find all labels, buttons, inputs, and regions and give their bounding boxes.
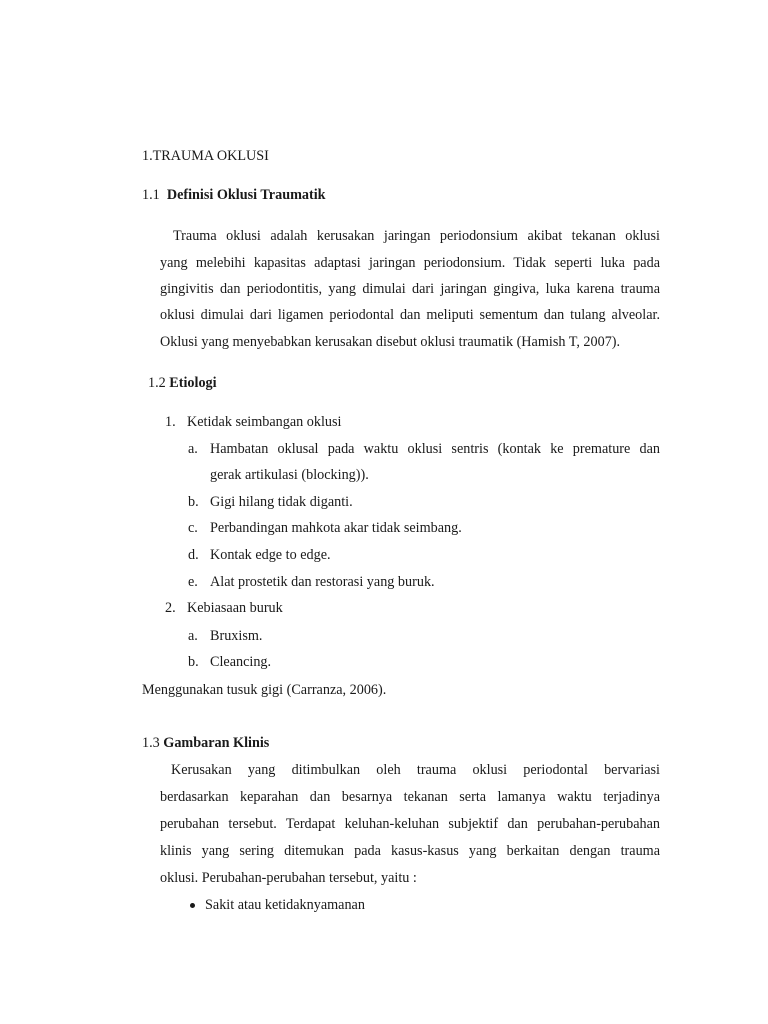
section-1-2-title: Etiologi (169, 375, 217, 391)
section-1-1-number: 1.1 (142, 187, 160, 203)
section-1-1-line-2: yang melebihi kapasitas adaptasi jaringan periodonsium. Tidak seperti luka pada (160, 255, 660, 271)
section-1-3-number: 1.3 (142, 735, 160, 751)
subitem-1a-line-2: gerak artikulasi (blocking)). (210, 467, 369, 483)
section-1-1-heading (142, 186, 326, 204)
subitem-2a-marker: a. (188, 628, 198, 644)
list-item-1-marker: 1. (165, 414, 176, 430)
section-1-2-heading (148, 374, 217, 392)
section-1-1-title: Definisi Oklusi Traumatik (166, 187, 326, 203)
list-item-2-text: Kebiasaan buruk (187, 600, 283, 616)
subitem-1d-text: Kontak edge to edge. (210, 547, 331, 563)
section-1-1-line-5: Oklusi yang menyebabkan kerusakan disebut oklusi traumatik (Hamish T, 2007). (160, 334, 621, 350)
subitem-1b-marker: b. (188, 494, 199, 510)
subitem-1c-marker: c. (188, 520, 198, 536)
section-1-2-number: 1.2 (148, 375, 166, 391)
section-1-3-line-4: klinis yang sering ditemukan pada kasus-kasus yang berkaitan dengan trauma (160, 843, 660, 859)
section-1-3-line-3: perubahan tersebut. Terdapat keluhan-keluhan subjektif dan perubahan-perubahan (160, 816, 660, 832)
subitem-1d-marker: d. (188, 547, 199, 563)
bullet-icon (190, 903, 195, 908)
list-item-2-marker: 2. (165, 600, 176, 616)
section-1-1-line-1: Trauma oklusi adalah kerusakan jaringan periodonsium akibat tekanan oklusi (173, 228, 660, 244)
section-1-3-heading (142, 734, 269, 752)
subitem-2a-text: Bruxism. (210, 628, 263, 644)
subitem-1a-marker: a. (188, 441, 198, 457)
list-item-1-text: Ketidak seimbangan oklusi (187, 414, 342, 430)
subitem-1e-text: Alat prostetik dan restorasi yang buruk. (210, 574, 435, 590)
section-1-3-title: Gambaran Klinis (163, 735, 270, 751)
section-1-3-line-5: oklusi. Perubahan-perubahan tersebut, yaitu : (160, 870, 417, 886)
subitem-2b-marker: b. (188, 654, 199, 670)
section-1-1-line-3: gingivitis dan periodontitis, yang dimulai dari jaringan gingiva, luka karena trauma (160, 281, 660, 297)
subitem-2b-text: Cleancing. (210, 654, 272, 670)
subitem-1c-text: Perbandingan mahkota akar tidak seimbang. (210, 520, 462, 536)
section-1-3-line-1: Kerusakan yang ditimbulkan oleh trauma oklusi periodontal bervariasi (171, 762, 660, 778)
subitem-1b-text: Gigi hilang tidak diganti. (210, 494, 353, 510)
section-1-2-trailing-line: Menggunakan tusuk gigi (Carranza, 2006). (142, 682, 387, 698)
chapter-title: 1.TRAUMA OKLUSI (142, 148, 269, 164)
section-1-1-line-4: oklusi dimulai dari ligamen periodontal dan meliputi sementum dan tulang alveolar. (160, 307, 660, 323)
subitem-1a-line-1: Hambatan oklusal pada waktu oklusi sentris (kontak ke premature dan (210, 441, 660, 457)
bullet-item-1: Sakit atau ketidaknyamanan (205, 897, 365, 913)
subitem-1e-marker: e. (188, 574, 198, 590)
section-1-3-line-2: berdasarkan keparahan dan besarnya tekanan serta lamanya waktu terjadinya (160, 789, 660, 805)
